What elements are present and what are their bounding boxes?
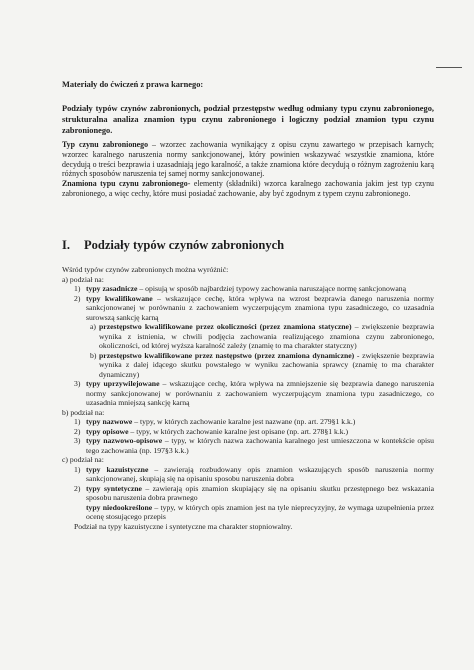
definitions	[62, 140, 434, 199]
list-item-term: typy niedookreślone	[86, 502, 153, 512]
list-item	[74, 503, 434, 522]
list-item-number: 3)	[74, 436, 81, 445]
list-item	[74, 379, 434, 408]
list-item-text: – typy, w których zachowanie karalne jest opisane (np. art. 278§1 k.k.)	[128, 426, 349, 436]
closing-line: Podział na typy kazuistyczne i syntetyczne ma charakter stopniowalny.	[74, 521, 293, 531]
intro-line: Wśród typów czynów zabronionych można wyróżnić:	[62, 265, 229, 274]
list-item-text: – zawierają opis znamion skupiający się na opisaniu skutku przestępnego bez wskazania sposobu naruszenia dobra prawnego	[86, 483, 434, 502]
list-item-number: 2)	[74, 483, 81, 493]
list-item-number: 1)	[74, 417, 81, 426]
list-subitem-letter: b)	[90, 350, 97, 360]
list-subitem-letter: a)	[90, 322, 96, 331]
list-item-number	[74, 503, 86, 522]
list-item-term: typy zasadnicze	[86, 284, 138, 293]
section-heading	[62, 238, 434, 253]
list-subitem	[90, 322, 434, 351]
subdivision-b-label: b) podział na:	[62, 407, 105, 417]
list-item	[74, 417, 434, 427]
subdivision-c-label: c) podział na:	[62, 455, 104, 464]
list-item-term: typy kwalifikowane	[86, 293, 153, 303]
list-subitem	[90, 351, 434, 380]
list-item	[74, 284, 434, 294]
document-title: Podziały typów czynów zabronionych, podział przestępstw według odmiany typu czynu zabronionego, strukturalna analiza znamion typu czynu zabronionego i logiczny podział znamion typu czynu zabronionego.	[62, 104, 434, 135]
list-item-text: – wskazujące cechę, która wpływa na zmniejszenie się bezprawia danego naruszenia normy sankcjonowanej w porównaniu z zachowaniem wyczerpującym znamiona typu zasadniczego, co uzasadnia mniejszą sankcję karną	[86, 379, 435, 407]
list-subitem-term: przestępstwo kwalifikowane przez następstwo (przez znamiona dynamiczne)	[99, 350, 355, 360]
subdivision-a-label: a) podział na:	[62, 274, 104, 284]
list-subitem-text: – zwiększenie bezprawia wynika z istnienia, w chwili podjęcia zachowania realizującego znamiona czynu zabronionego, okoliczności, od której wyższa karalność zależy (znamię to ma charakter statyczny)	[99, 322, 434, 350]
list-item-term: typy syntetyczne	[86, 483, 142, 493]
margin-dash	[436, 67, 462, 68]
definition-znamiona-text: - elementy (składniki) wzorca karalnego zachowania jakim jest typ czynu zabronionego, a więc cechy, które musi posiadać zachowanie, aby być zgodnym z typem czynu zabronionego.	[62, 179, 434, 198]
list-item-text: – typy, w których nazwa zachowania karalnego jest umieszczona w kontekście opisu tego zachowania (np. 197§3 k.k.)	[86, 436, 434, 455]
list-item-term: typy kazuistyczne	[86, 464, 149, 474]
section-body	[62, 265, 434, 531]
list-item-text: – wskazujące cechę, która wpływa na wzrost bezprawia danego naruszenia normy sankcjonowanej w porównaniu z zachowaniem wyczerpującym znamiona typu zasadniczego, co uzasadnia surowszą sankcję karną	[86, 293, 434, 322]
list-item-text: – typy, w których opis znamion jest na tyle nieprecyzyjny, że wymaga uzupełnienia przez ocenę stosującego przepis	[86, 502, 434, 521]
list-item-term: typy nazwowe	[86, 417, 133, 426]
list-item	[74, 427, 434, 437]
definition-typ-text: – wzorzec zachowania wynikający z opisu czynu zawartego w przepisach karnych; wzorzec karalnego naruszenia normy sankcjonowanej, który powinien wskazywać wszystkie znamiona, które decydują o treści bezprawia i uzasadniają jego karalność, a także znamiona które decydują o różnym zagrożeniu karą różnych sposobów naruszenia tej samej normy sankcjonowanej.	[62, 140, 434, 179]
section-title: Podziały typów czynów zabronionych	[84, 238, 285, 252]
definition-typ	[62, 140, 434, 179]
list-subitem-term: przestępstwo kwalifikowane przez okoliczności (przez znamiona statyczne)	[99, 322, 352, 331]
list-item-text: – zawierają rozbudowany opis znamion wskazujących sposób naruszenia normy sankcjonowanej, skupiają się na opisaniu sposobu naruszenia dobra	[86, 464, 435, 483]
list-subitem-text: - zwiększenie bezprawia wynika z dalej idącego skutku powstałego w wyniku zachowania sprawcy (znamię to ma charakter dynamiczny)	[99, 350, 434, 379]
header-intro: Materiały do ćwiczeń z prawa karnego:	[62, 80, 204, 89]
list-item-term: typy nazwowo-opisowe	[86, 436, 163, 445]
list-item-text: – typy, w których zachowanie karalne jest nazwane (np. art. 279§1 k.k.)	[132, 417, 356, 426]
definition-znamiona	[62, 179, 434, 199]
list-item-number: 1)	[74, 464, 81, 474]
list-item	[74, 294, 434, 323]
list-item-number: 3)	[74, 379, 81, 388]
list-item-term: typy uprzywilejowane	[86, 379, 160, 388]
section-number: I.	[62, 238, 70, 252]
list-item-number: 1)	[74, 284, 81, 293]
list-item-number: 2)	[74, 426, 81, 436]
definition-typ-term: Typ czynu zabronionego	[62, 140, 149, 149]
definition-znamiona-term: Znamiona typu czynu zabronionego	[62, 179, 188, 189]
list-item-number: 2)	[74, 293, 81, 303]
list-item	[74, 484, 434, 503]
list-item	[74, 436, 434, 455]
list-item	[74, 465, 434, 484]
list-item-term: typy opisowe	[86, 426, 129, 436]
list-item-text: – opisują w sposób najbardziej typowy zachowania naruszające normę sankcjonowaną	[137, 284, 407, 293]
